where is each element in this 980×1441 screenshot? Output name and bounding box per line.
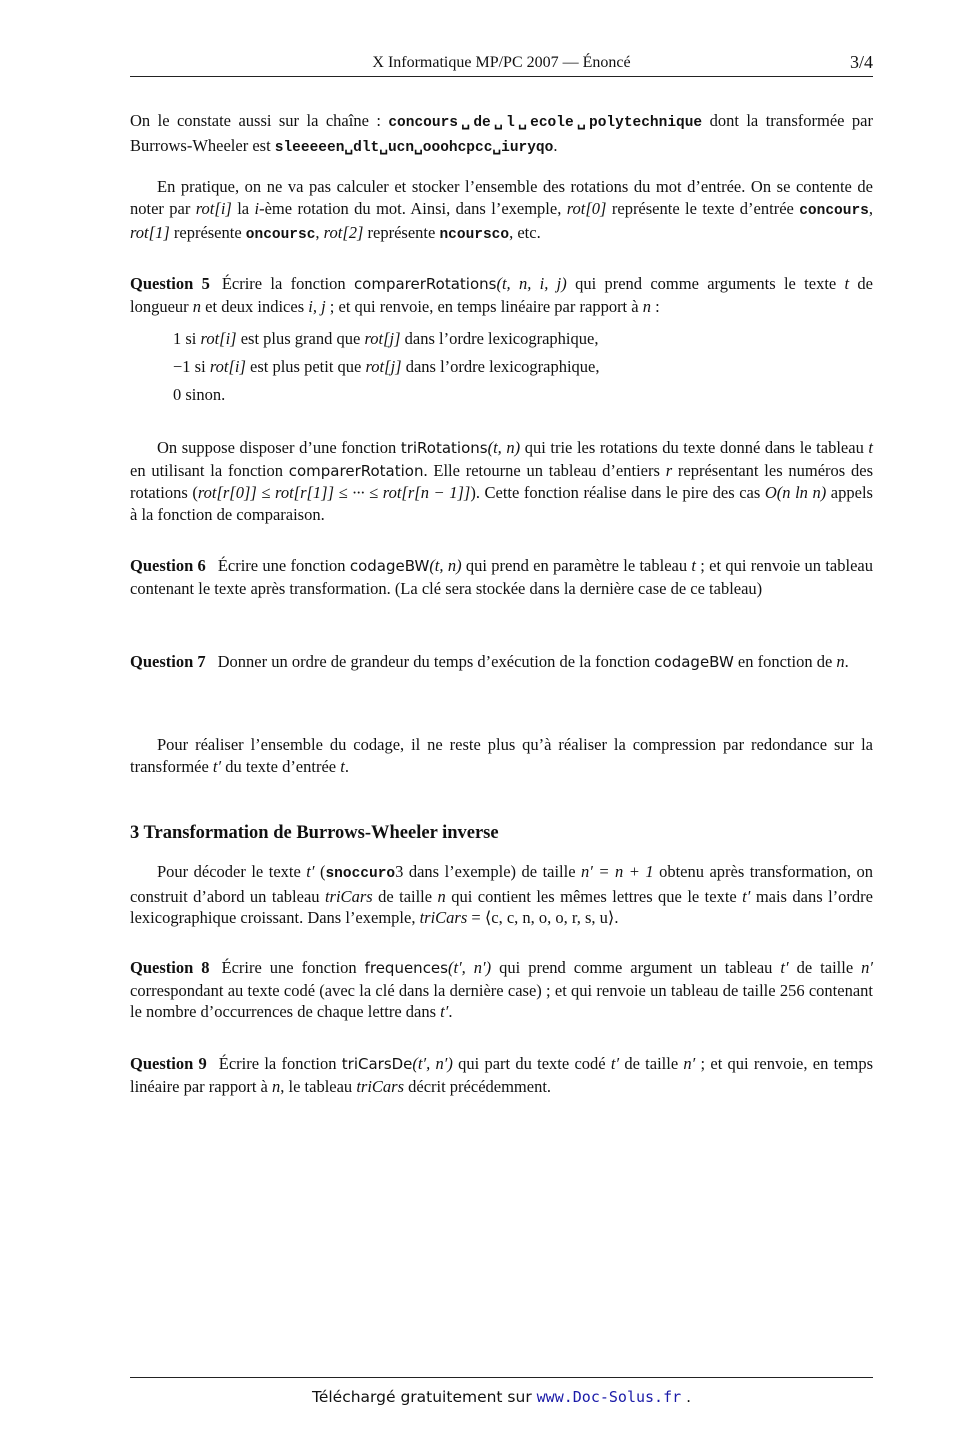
page-header: [130, 54, 873, 77]
list-item: −1 si rot[i] est plus petit que rot[j] dans l’ordre lexicographique,: [173, 357, 600, 376]
question-8: Question 8 Écrire une fonction frequences(t′, n′) qui prend comme argument un tableau t′ de taille n′ correspondant au texte codé (avec la clé dans la dernière case) ; et qui renvoie un tableau de taille 256 contenant le nombre d’occurrences de chaque lettre dans t′.: [130, 958, 874, 1021]
page-footer: Téléchargé gratuitement sur www.Doc-Solus.fr .: [311, 1388, 691, 1406]
question-7: Question 7 Donner un ordre de grandeur du temps d’exécution de la fonction codageBW en fonction de n.: [130, 652, 849, 671]
paragraph-example-string: On le constate aussi sur la chaîne : concours␣de␣l␣ecole␣polytechnique dont la transformée par Burrows-Wheeler est sleeeeen␣dlt␣ucn␣ooohcpcc␣iuryqo.: [130, 111, 873, 156]
question-label: Question 5: [130, 274, 210, 293]
question-5: Question 5 Écrire la fonction comparerRotations(t, n, i, j) qui prend comme arguments le texte t de longueur n et deux indices i, j ; et qui renvoie, en temps linéaire par rapport à n :: [130, 274, 874, 316]
page-number: 3/4: [849, 52, 873, 72]
function-name: codageBW: [654, 653, 734, 671]
question-label: Question 7: [130, 652, 206, 671]
footer-divider: [130, 1377, 873, 1378]
function-name: codageBW: [349, 557, 430, 575]
question-6: Question 6 Écrire une fonction codageBW(t, n) qui prend en paramètre le tableau t ; et qui renvoie un tableau contenant le texte après transformation. (La clé sera stockée dans la dernière case de ce tableau): [130, 556, 873, 598]
question-label: Question 9: [130, 1054, 207, 1073]
paragraph-rotations: En pratique, on ne va pas calculer et stocker l’ensemble des rotations du mot d’entrée. On se contente de noter par rot[i] la i-ème rotation du mot. Ainsi, dans l’exemple, rot[0] représente le texte d’entrée concours, rot[1] représente oncoursc, rot[2] représente ncoursco, etc.: [130, 177, 873, 243]
question-9: Question 9 Écrire la fonction triCarsDe(t′, n′) qui part du texte codé t′ de taille n′ ; et qui renvoie, en temps linéaire par rapport à n, le tableau triCars décrit précédemment.: [130, 1054, 874, 1096]
question-label: Question 6: [130, 556, 206, 575]
footer-link[interactable]: www.Doc-Solus.fr: [536, 1388, 682, 1406]
paragraph-decoding: Pour décoder le texte t′ (snoccuro3 dans l’exemple) de taille n′ = n + 1 obtenu après transformation, on construit d’abord un tableau triCars de taille n qui contient les mêmes lettres que le texte t′ mais dans l’ordre lexicographique croissant. Dans l’exemple, triCars = ⟨c, c, n, o, o, r, s, u⟩.: [130, 862, 874, 927]
section-heading: 3 Transformation de Burrows-Wheeler inverse: [130, 823, 499, 843]
question-label: Question 8: [130, 958, 210, 977]
function-name: comparerRotations: [353, 275, 497, 293]
function-name: triRotations: [400, 439, 488, 457]
paragraph-compression: Pour réaliser l’ensemble du codage, il ne reste plus qu’à réaliser la compression par redondance sur la transformée t′ du texte d’entrée t.: [130, 735, 873, 776]
list-item: 1 si rot[i] est plus grand que rot[j] dans l’ordre lexicographique,: [173, 329, 599, 348]
function-name: triCarsDe: [341, 1055, 413, 1073]
header-title: X Informatique MP/PC 2007 — Énoncé: [372, 54, 631, 71]
paragraph-trirotations: On suppose disposer d’une fonction triRotations(t, n) qui trie les rotations du texte donné dans le tableau t en utilisant la fonction comparerRotation. Elle retourne un tableau d’entiers r représentant les numéros des rotations (rot[r[0]] ≤ rot[r[1]] ≤ ··· ≤ rot[r[n − 1]]). Cette fonction réalise dans le pire des cas O(n ln n) appels à la fonction de comparaison.: [130, 438, 874, 524]
code-string: sleeeeen␣dlt␣ucn␣ooohcpcc␣iuryqo: [274, 139, 554, 156]
function-name: comparerRotation: [288, 461, 424, 480]
code-string: concours␣de␣l␣ecole␣polytechnique: [388, 115, 703, 131]
function-name: frequences: [364, 959, 448, 977]
list-item: 0 sinon.: [173, 385, 226, 404]
